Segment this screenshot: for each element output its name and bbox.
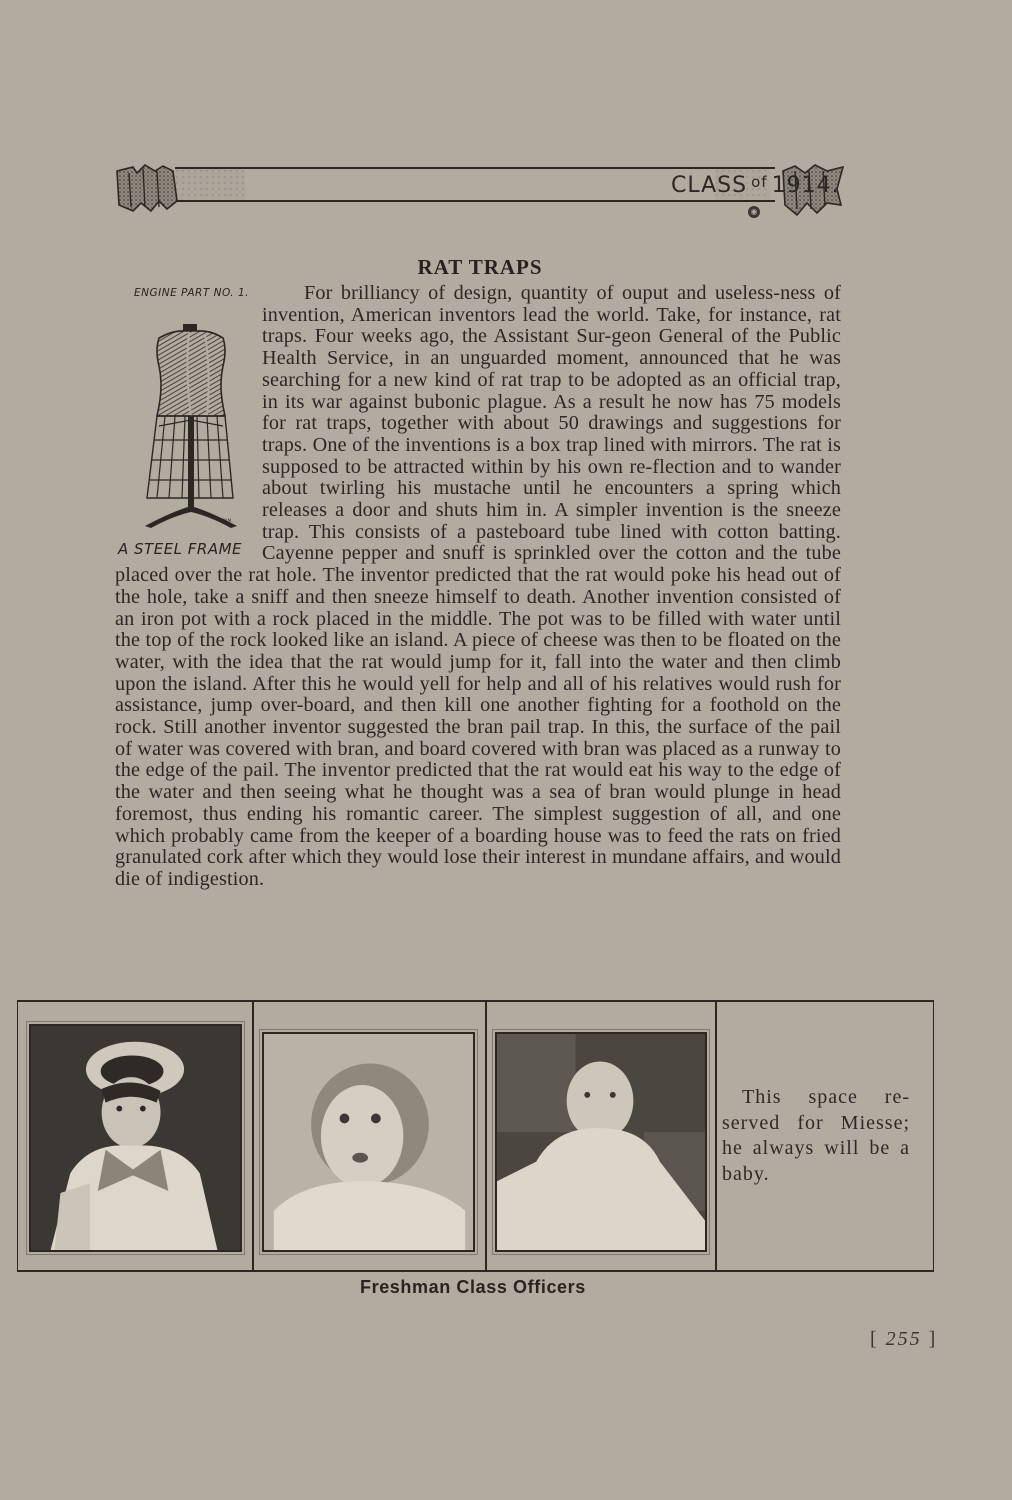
panel-divider (715, 1002, 717, 1270)
class-banner (115, 163, 845, 216)
portrait-child-hat-icon (31, 1026, 240, 1250)
portrait-toddler-icon (264, 1034, 473, 1250)
figure-caption-bottom: A STEEL FRAME (118, 540, 243, 558)
svg-text:W.M.: W.M. (223, 518, 233, 523)
panel-caption: Freshman Class Officers (360, 1277, 586, 1297)
article-body (115, 283, 841, 891)
banner-title-of: of (751, 173, 768, 191)
page-bracket-open: [ (870, 1328, 879, 1350)
page-bracket-close: ] (928, 1328, 938, 1350)
officer-photo-1 (29, 1024, 242, 1252)
reserved-space-text: This space re-served for Miesse; he always will be a baby. (722, 1086, 910, 1185)
printer-mark-icon: ◉ (748, 206, 760, 218)
banner-title (671, 173, 840, 198)
officer-photo-3 (495, 1032, 707, 1252)
page-number-value: 255 (885, 1328, 922, 1350)
portrait-infant-icon (497, 1034, 705, 1250)
panel-divider (485, 1002, 487, 1270)
article-title: RAT TRAPS (417, 255, 543, 279)
page-number (870, 1328, 937, 1351)
figure-caption-top: ENGINE PART NO. 1. (134, 287, 249, 299)
officer-photo-2 (262, 1032, 475, 1252)
article-paragraph: For brilliancy of design, quantity of ouput and useless-ness of invention, American inventors lead the world. Take, for instance, rat traps. Four weeks ago, the Assistant Sur-geon General of the Public Health Service, in an unguarded moment, announced that he was searching for a new kind of rat trap to be adopted as an official trap, in its war against bubonic plague. As a result he now has 75 models for rat traps, together with about 50 drawings and suggestions for traps. One of the inventions is a box trap lined with mirrors. The rat is supposed to be attracted within by his own re-flection and to wander about twirling his mustache until he encounters a spring which releases a door and shuts him in. A simpler invention is the sneeze trap. This consists of a pasteboard tube lined with cotton batting. Cayenne pepper and snuff is sprinkled over the cotton and the tube placed over the rat hole. The inventor predicted that the rat would poke his head out of the hole, take a sniff and then sneeze himself to death. Another invention consisted of an iron pot with a rock placed in the middle. The pot was to be filled with water until the top of the rock looked like an island. A piece of cheese was then to be floated on the water, with the idea that the rat would jump for it, fall into the water and then climb upon the island. After this he would yell for help and all of his relatives would rush for assistance, jump over-board, and then kill one another fighting for a foothold on the rock. Still another inventor suggested the bran pail trap. In this, the surface of the pail of water was covered with bran, and board covered with bran was placed as a runway to the edge of the pail. The inventor predicted that the rat would eat his way to the edge of the water and then seeing what he thought was a sea of bran would plunge in head foremost, thus ending his romantic career. The simplest suggestion of all, and one which probably came from the keeper of a boarding house was to feed the rats on fried granulated cork after which they would lose their interest in mundane affairs, and would die of indigestion. (115, 282, 841, 890)
panel-divider (252, 1002, 254, 1270)
banner-title-class: CLASS (671, 173, 748, 198)
reserved-space-note (722, 1085, 910, 1187)
banner-title-year: 1914. (771, 173, 840, 198)
figure-wrap-space (115, 283, 262, 565)
